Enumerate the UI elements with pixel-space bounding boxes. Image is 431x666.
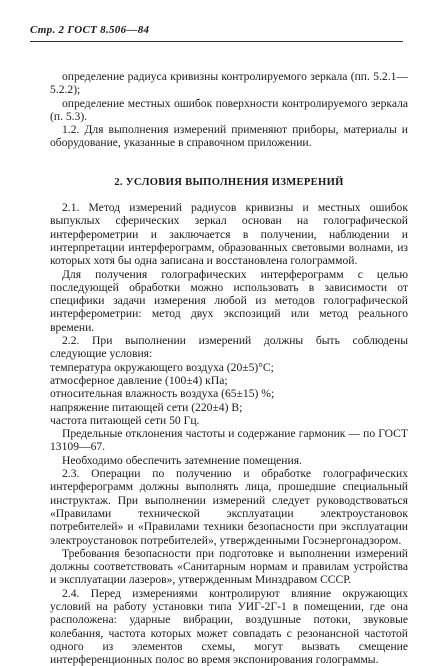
paragraph-2-1-b: Для получения голографических интерферограмм с целью последующей обработки можно использовать в зависимости от специфики задачи измерения любой из методов голографической интерферометрии: метод двух экспозиций или метод реального времени. bbox=[50, 267, 408, 334]
paragraph-2-4: 2.4. Перед измерениями контролируют влияние окружающих условий на работу установки типа УИГ-2Г-1 в помещении, где она расположена: ударные вибрации, воздушные потоки, звуковые колебания, частота которых может совпадать с резонансной частотой одного из элементов схемы, могут вызвать смещение интерференционных полос во время экспонирования голограммы. bbox=[50, 586, 408, 666]
intro-item-2: определение местных ошибок поверхности контролируемого зеркала (п. 5.3). bbox=[50, 96, 408, 123]
header-rule bbox=[30, 41, 403, 42]
paragraph-2-2-b: Предельные отклонения частоты и содержание гармоник — по ГОСТ 13109—67. bbox=[50, 427, 408, 454]
paragraph-1-2: 1.2. Для выполнения измерений применяют приборы, материалы и оборудование, указанные в справочном приложении. bbox=[50, 123, 408, 150]
paragraph-2-2-c: Необходимо обеспечить затемнение помещения. bbox=[62, 453, 302, 467]
condition-item: частота питающей сети 50 Гц. bbox=[50, 413, 200, 427]
paragraph-2-3-b: Требования безопасности при подготовке и выполнении измерений должны соответствовать «Санитарным нормам и правилам устройства и эксплуатации лазеров», утвержденным Минздравом СССР. bbox=[50, 546, 408, 587]
paragraph-2-3: 2.3. Операции по получению и обработке голографических интерферограмм должны выполнять лица, прошедшие специальный инструктаж. При выполнении измерений следует руководствоваться «Правилами технической эксплуатации электроустановок потребителей» и «Правилами техники безопасности при эксплуатации электроустановок потребителей», утвержденными Госэнергонадзором. bbox=[50, 467, 408, 547]
condition-item: относительная влажность воздуха (65±15) %; bbox=[50, 387, 275, 401]
document-body bbox=[50, 70, 408, 666]
paragraph-2-1: 2.1. Метод измерений радиусов кривизны и местных ошибок выпуклых сферических зеркал основан на голографической интерферометрии и заключается в получении, наблюдении и интерпретации интерферограмм, образованных световыми волнами, из которых хотя бы одна записана и восстановлена голограммой. bbox=[50, 201, 408, 268]
conditions-list bbox=[50, 361, 408, 427]
condition-item: атмосферное давление (100±4) кПа; bbox=[50, 373, 228, 387]
condition-item: температура окружающего воздуха (20±5)°С; bbox=[50, 360, 274, 374]
paragraph-2-2: 2.2. При выполнении измерений должны быть соблюдены следующие условия: bbox=[50, 334, 408, 361]
section-title: 2. УСЛОВИЯ ВЫПОЛНЕНИЯ ИЗМЕРЕНИЙ bbox=[114, 176, 344, 188]
page-header: Стр. 2 ГОСТ 8.506—84 bbox=[30, 24, 150, 36]
condition-item: напряжение питающей сети (220±4) В; bbox=[50, 400, 243, 414]
intro-item-1: определение радиуса кривизны контролируемого зеркала (пп. 5.2.1—5.2.2); bbox=[50, 70, 408, 97]
